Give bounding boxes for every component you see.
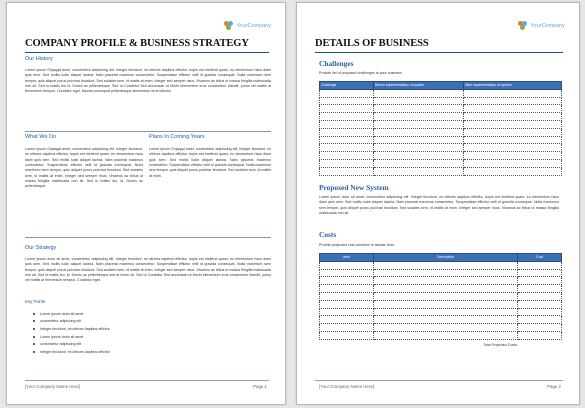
table-cell[interactable] bbox=[374, 308, 518, 316]
table-cell[interactable] bbox=[374, 144, 464, 152]
logo-text: YourCompany bbox=[236, 22, 271, 29]
list-item: Integer tincidunt, mi ultrices dapibus efficitur bbox=[33, 325, 110, 333]
table-cell[interactable] bbox=[518, 261, 562, 269]
table-cell[interactable] bbox=[374, 285, 518, 293]
table-cell[interactable] bbox=[320, 316, 374, 324]
table-cell[interactable] bbox=[374, 136, 464, 144]
table-cell[interactable] bbox=[518, 331, 562, 339]
table-cell[interactable] bbox=[374, 292, 518, 300]
table-cell[interactable] bbox=[464, 89, 562, 97]
table-cell[interactable] bbox=[374, 324, 518, 332]
table-cell[interactable] bbox=[320, 167, 374, 175]
table-cell[interactable] bbox=[464, 97, 562, 105]
footer-rule bbox=[25, 380, 269, 381]
table-cell[interactable] bbox=[374, 269, 518, 277]
footer-company-name: [Your Company Name Here] bbox=[25, 384, 80, 389]
table-cell[interactable] bbox=[320, 120, 374, 128]
table-cell[interactable] bbox=[320, 300, 374, 308]
table-row bbox=[320, 324, 562, 332]
table-cell[interactable] bbox=[374, 277, 518, 285]
company-logo bbox=[518, 21, 565, 30]
list-item: consectetur adipiscing elit bbox=[33, 340, 110, 348]
table-row bbox=[320, 167, 562, 175]
section-heading-what-we-do: What We Do bbox=[25, 134, 57, 140]
table-cell[interactable] bbox=[374, 128, 464, 136]
table-cell[interactable] bbox=[374, 261, 518, 269]
document-page-1 bbox=[6, 2, 286, 405]
table-cell[interactable] bbox=[374, 152, 464, 160]
table-cell[interactable] bbox=[320, 105, 374, 113]
column-header: Before implementation of system bbox=[374, 82, 464, 90]
document-page-2 bbox=[296, 2, 580, 405]
table-cell[interactable] bbox=[464, 113, 562, 121]
footer-company-name: [Your Company Name Here] bbox=[319, 384, 374, 389]
costs-intro: Provide projected cost schedule in tabular form. bbox=[319, 243, 395, 247]
table-cell[interactable] bbox=[518, 308, 562, 316]
table-row bbox=[320, 159, 562, 167]
column-header: Description bbox=[374, 254, 518, 262]
challenges-intro: Provide list of proposed challenges to your business bbox=[319, 71, 402, 75]
table-row bbox=[320, 269, 562, 277]
proposed-system-text: Lorem ipsum dolor sit amet, consectetur adipiscing elit. Integer tincidunt, mi ultrices dapibus efficitur, turpis est eleifend quam, eu elementum risus diam quis sem. Sed mollis ludin aliquet lacinia. Nam placerat maximus consectetur. Suspendisse efficitur velit id gravida consequat. Nulla maximum sem tempor, quis aliquet purus pulvinar tincidunt. Sed sodales sem, id mattis at enim. Integer sed semper risus. Vivamus ac tellus ut massa fringilla malesuada non sit. bbox=[319, 195, 559, 216]
table-cell[interactable] bbox=[320, 128, 374, 136]
table-cell[interactable] bbox=[464, 152, 562, 160]
list-item: Integer tincidunt, mi ultrices dapibus efficitur bbox=[33, 348, 110, 356]
section-heading-challenges: Challenges bbox=[319, 59, 354, 68]
what-we-do-text: Lorem ipsum Onjaqqd amet, consectetur adipiscing elit. Integer tincidunt, mi ultrices dapibus efficitur, turpis est eleifend quam, eu elementum risus diam quis sem. Sed mollis ludin aliquet lacinia. Nam placerat maximus consectetur. Suspendisse efficitur velit id gravida consequat. Nulla maximum sem tempor, quis aliquet purus pulvinar tincidunt. Sed sodales sem, id mattis at enim. Integer sed semper risus. Vivamus ac tellus ut massa fringilla malesuada non sit. Sed in mattis leo, id. Donec ac pellentesque. bbox=[25, 147, 143, 189]
company-logo bbox=[224, 21, 271, 30]
table-row bbox=[320, 277, 562, 285]
strategy-text: Lorem ipsum dolor sit amet, consectetur adipiscing elit. Integer tincidunt, mi ultrices dapibus efficitur, turpis est eleifend quam, eu elementum risus diam quis sem. Sed mollis ludin aliquet lacinia. Nam placerat maximus consectetur. Suspendisse efficitur velit id gravida consequat. Nulla maximum sem tempor, quis aliquet purus pulvinar tincidunt. Sed sodales sem, id mattis at enim. Integer sed semper risus. Vivamus ac tellus ut massa fringilla malesuada non sit. Sed in mattis leo, id. Donec ac pellentesque sed at lorem sit. Sed ut Curabitur Sed accumsan ut Morbi elementum eros consectetur blandit, purus vel mattis at fermentum tempus. Curabitur eget. bbox=[25, 257, 271, 283]
table-cell[interactable] bbox=[320, 113, 374, 121]
section-heading-history: Our History bbox=[25, 56, 53, 62]
section-heading-proposed-system: Proposed New System bbox=[319, 183, 389, 192]
key-points-list bbox=[33, 310, 110, 356]
table-row bbox=[320, 292, 562, 300]
table-cell[interactable] bbox=[464, 159, 562, 167]
table-cell[interactable] bbox=[374, 167, 464, 175]
table-row bbox=[320, 105, 562, 113]
table-row bbox=[320, 261, 562, 269]
logo-mark-icon bbox=[518, 21, 527, 30]
table-cell[interactable] bbox=[320, 159, 374, 167]
table-cell[interactable] bbox=[518, 292, 562, 300]
table-cell[interactable] bbox=[374, 300, 518, 308]
history-text: Lorem ipsum Onjaqqd amet, consectetur adipiscing elit. Integer tincidunt, mi ultrices dapibus efficitur, turpis est eleifend quam, eu elementum risus diam quis sem. Sed mollis ludin aliquet lacinia. Nam placerat maximus consectetur. Suspendisse efficitur velit id gravida consequat. Nulla maximum sem tempor, quis aliquet purus pulvinar tincidunt. Sed sodales sem, id mattis at enim. Integer sed semper risus. Vivamus ac tellus ut massa fringilla malesuada non sit. Sed in mattis leo id. Donec ac pellentesque. Sed ut Curabitur Sed accumsan ut Morbi elementum eros consectetur blandit, purus vel mattis at fermentum tempus. Curabitur eget. Mauris consequat pellentesque elementum eros ultrices. bbox=[25, 68, 271, 94]
table-row bbox=[320, 120, 562, 128]
table-cell[interactable] bbox=[320, 292, 374, 300]
table-cell[interactable] bbox=[518, 316, 562, 324]
table-cell[interactable] bbox=[320, 277, 374, 285]
footer-page-number: Page 2 bbox=[547, 384, 561, 389]
table-cell[interactable] bbox=[464, 144, 562, 152]
page-title: DETAILS OF BUSINESS bbox=[315, 38, 429, 49]
section-heading-strategy: Our Strategy bbox=[25, 245, 57, 251]
section-divider bbox=[25, 131, 271, 132]
column-header: Cost bbox=[518, 254, 562, 262]
table-cell[interactable] bbox=[320, 331, 374, 339]
list-item: Lorem ipsum dolor sit amet bbox=[33, 333, 110, 341]
table-cell[interactable] bbox=[518, 285, 562, 293]
table-cell[interactable] bbox=[518, 324, 562, 332]
table-cell[interactable] bbox=[374, 159, 464, 167]
table-header-row bbox=[320, 254, 562, 262]
table-cell[interactable] bbox=[374, 113, 464, 121]
table-row bbox=[320, 331, 562, 339]
table-cell[interactable] bbox=[320, 261, 374, 269]
costs-table bbox=[319, 253, 562, 340]
table-cell[interactable] bbox=[320, 324, 374, 332]
table-cell[interactable] bbox=[320, 136, 374, 144]
table-cell[interactable] bbox=[374, 316, 518, 324]
table-cell[interactable] bbox=[464, 105, 562, 113]
table-cell[interactable] bbox=[464, 120, 562, 128]
table-row bbox=[320, 285, 562, 293]
column-header: After implementation of system bbox=[464, 82, 562, 90]
table-cell[interactable] bbox=[374, 105, 464, 113]
table-cell[interactable] bbox=[374, 89, 464, 97]
table-cell[interactable] bbox=[320, 308, 374, 316]
table-row bbox=[320, 136, 562, 144]
table-cell[interactable] bbox=[518, 269, 562, 277]
table-cell[interactable] bbox=[374, 331, 518, 339]
column-header: Challenge bbox=[320, 82, 374, 90]
footer-rule bbox=[315, 380, 563, 381]
column-header: Item bbox=[320, 254, 374, 262]
key-points-heading: Key Points bbox=[25, 299, 46, 304]
table-row bbox=[320, 300, 562, 308]
table-cell[interactable] bbox=[320, 269, 374, 277]
logo-mark-icon bbox=[224, 21, 233, 30]
table-row bbox=[320, 152, 562, 160]
section-divider bbox=[25, 237, 271, 238]
table-header-row bbox=[320, 82, 562, 90]
challenges-table bbox=[319, 81, 562, 176]
table-cell[interactable] bbox=[518, 300, 562, 308]
table-cell[interactable] bbox=[320, 144, 374, 152]
list-item: Lorem ipsum dolor sit amet bbox=[33, 310, 110, 318]
footer-page-number: Page 1 bbox=[253, 384, 267, 389]
logo-text: YourCompany bbox=[530, 22, 565, 29]
section-heading-plans: Plans In Coming Years bbox=[149, 134, 205, 140]
table-row bbox=[320, 144, 562, 152]
table-cell[interactable] bbox=[320, 89, 374, 97]
table-row bbox=[320, 97, 562, 105]
section-heading-costs: Costs bbox=[319, 230, 337, 239]
title-rule bbox=[315, 52, 563, 53]
list-item: consectetur adipiscing elit bbox=[33, 318, 110, 326]
plans-text: Lorem ipsum Onjaqqd amet, consectetur adipiscing elit. Integer tincidunt, mi ultrices dapibus efficitur, turpis est eleifend quam, eu elementum risus diam quis sem. Sed mollis ludin aliquet lacinia. Nam placerat maximus consectetur. Suspendisse efficitur velit id gravida consequat. Nulla maximum sem tempor, quis aliquet purus pulvinar tincidunt. Sed sodales sem, id mattis at enim. bbox=[149, 147, 271, 178]
total-costs-label: Total Projected Costs bbox=[483, 343, 517, 347]
table-row bbox=[320, 113, 562, 121]
table-cell[interactable] bbox=[464, 128, 562, 136]
title-rule bbox=[25, 52, 269, 53]
table-cell[interactable] bbox=[464, 167, 562, 175]
table-cell[interactable] bbox=[464, 136, 562, 144]
table-row bbox=[320, 308, 562, 316]
table-cell[interactable] bbox=[374, 120, 464, 128]
page-title: COMPANY PROFILE & BUSINESS STRATEGY bbox=[25, 38, 249, 49]
table-cell[interactable] bbox=[320, 152, 374, 160]
table-cell[interactable] bbox=[518, 277, 562, 285]
table-row bbox=[320, 89, 562, 97]
table-row bbox=[320, 128, 562, 136]
table-cell[interactable] bbox=[374, 97, 464, 105]
table-cell[interactable] bbox=[320, 285, 374, 293]
table-cell[interactable] bbox=[320, 97, 374, 105]
table-row bbox=[320, 316, 562, 324]
